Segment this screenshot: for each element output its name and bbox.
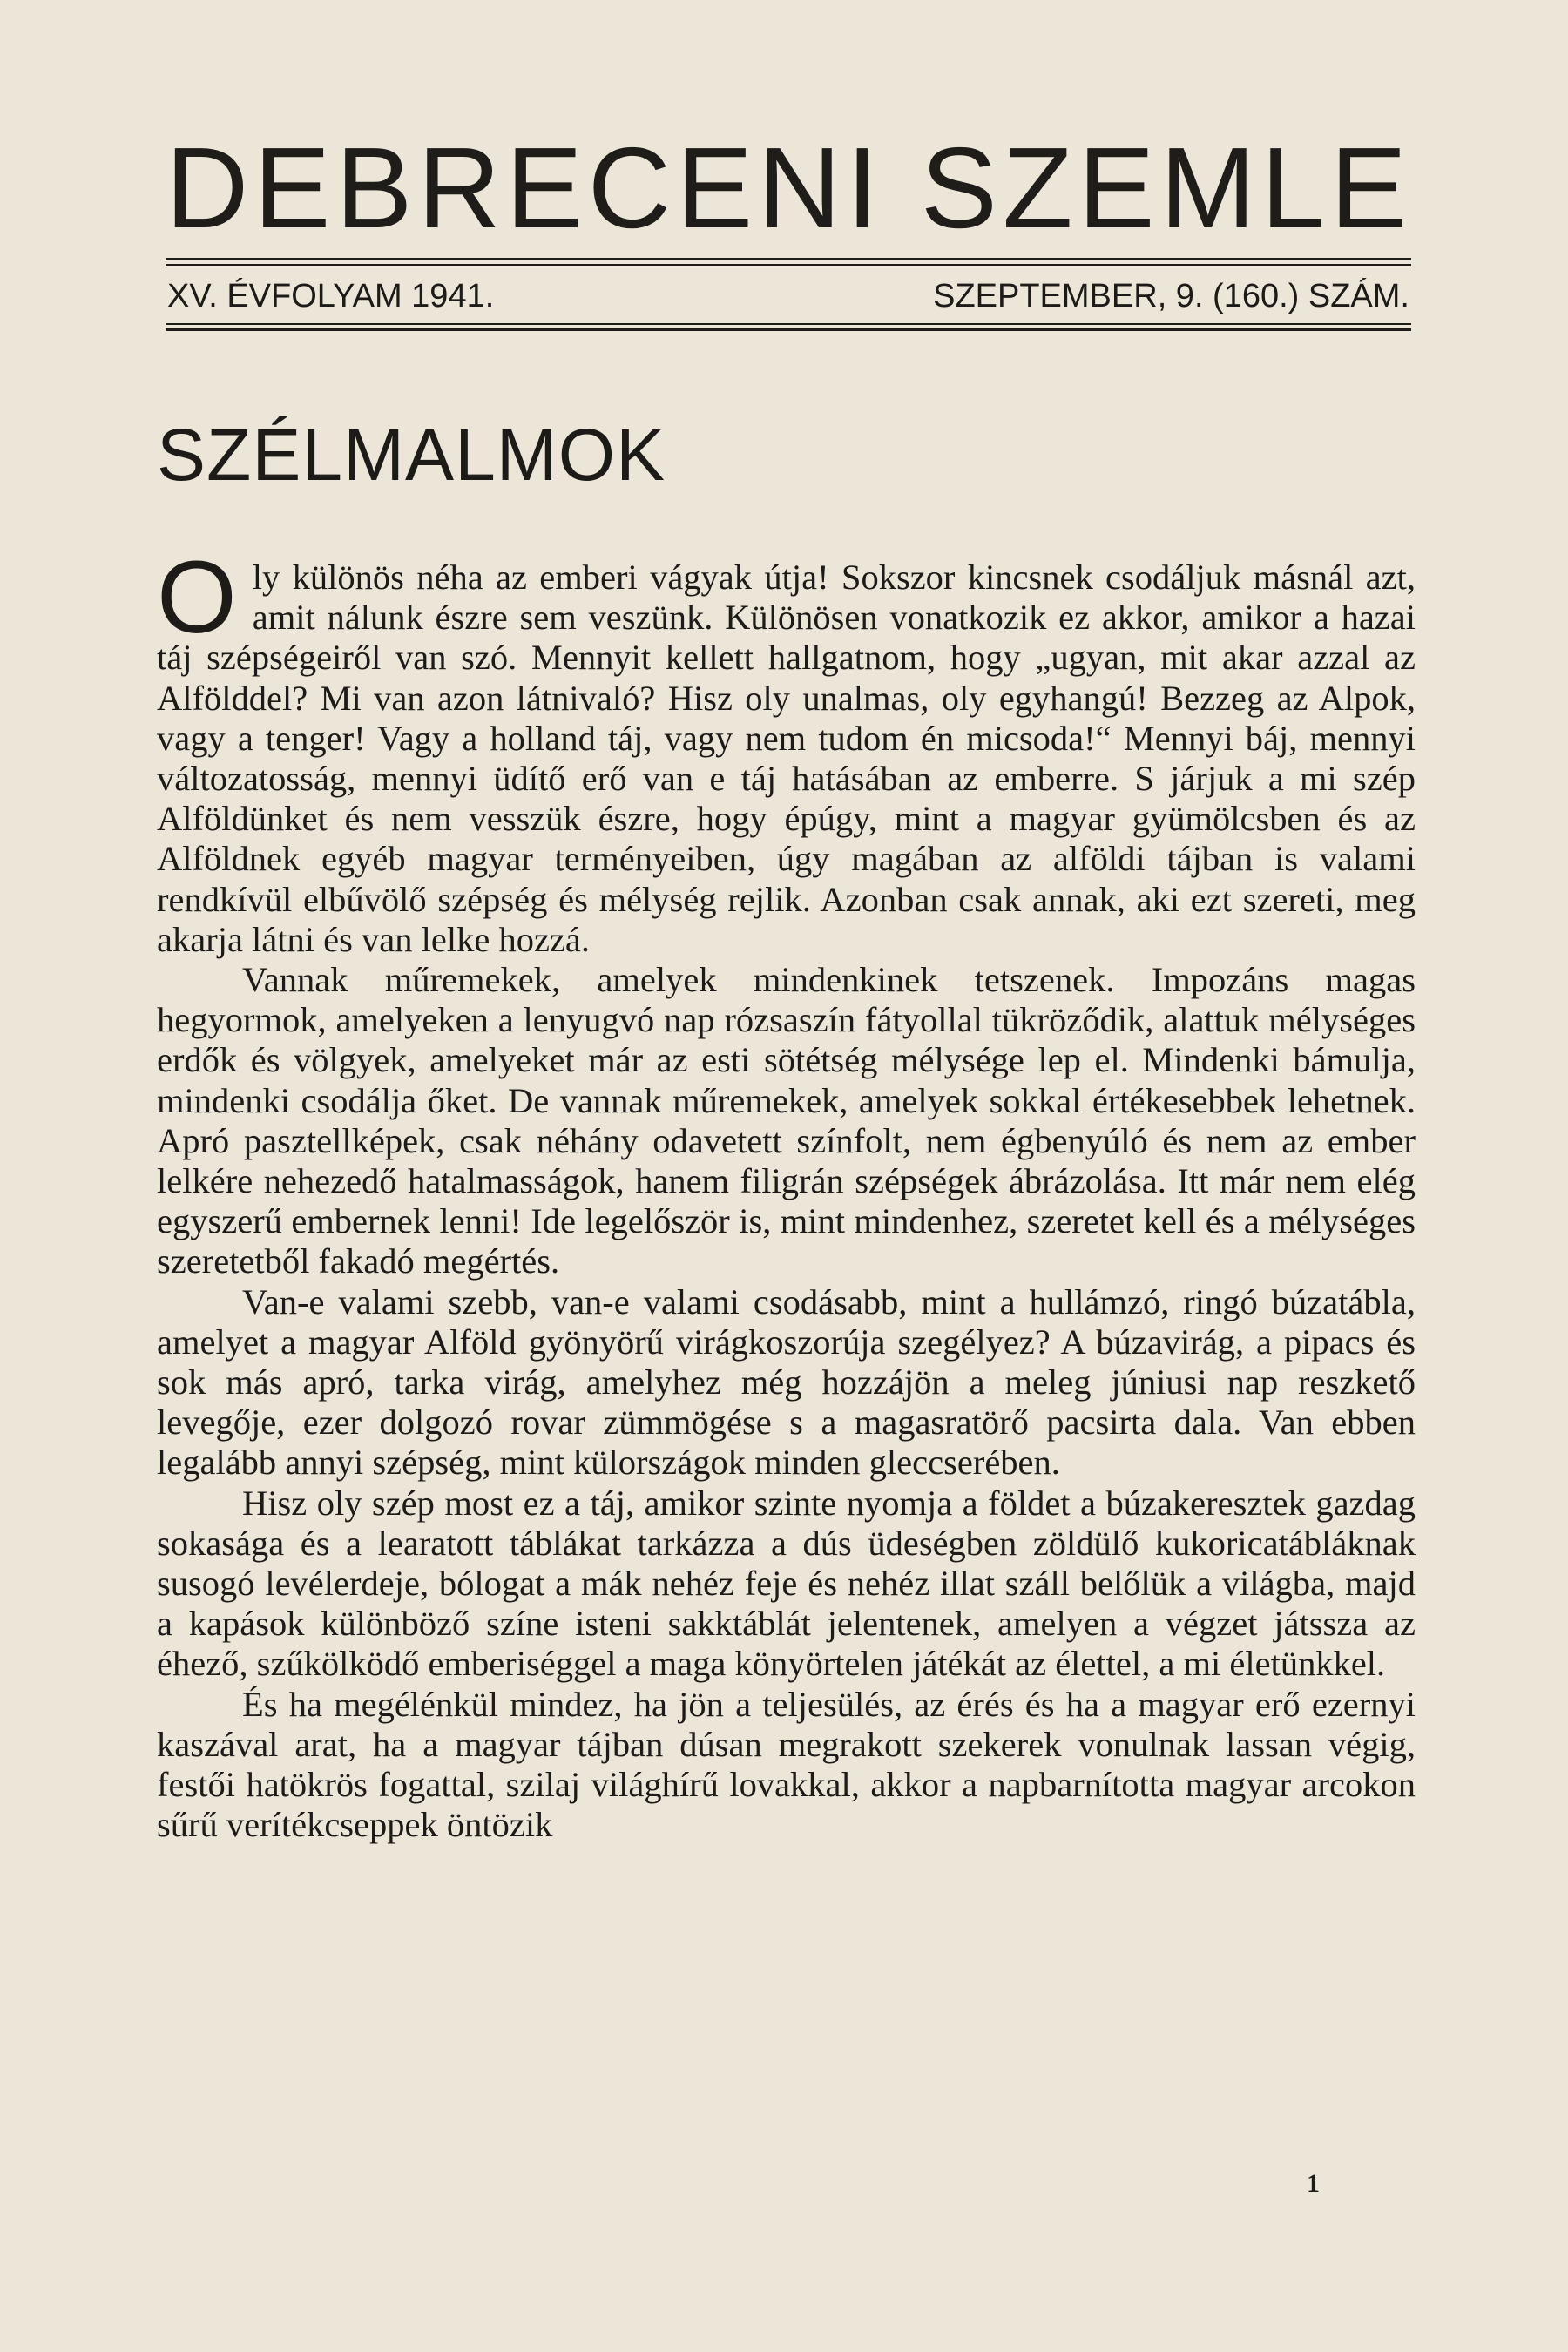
paragraph-1-text: ly különös néha az emberi vágyak útja! Sokszor kincsnek csodáljuk másnál azt, amit nálunk észre sem veszünk. Különösen vonatkozik ez akkor, amikor a hazai táj szépségeiről van szó. Mennyit kellett hallgatnom, hogy „ugyan, mit akar azzal az Alfölddel? Mi van azon látnivaló? Hisz oly unalmas, oly egyhangú! Bezzeg az Alpok, vagy a tenger! Vagy a holland táj, vagy nem tudom én micsoda!“ Mennyi báj, mennyi változatosság, mennyi üdítő erő van e táj hatásában az emberre. S járjuk a mi szép Alföldünket és nem vesszük észre, hogy épúgy, mint a magyar gyümölcsben és az Alföldnek egyéb magyar terményeiben, úgy magában az alföldi tájban is valami rendkívül elbűvölő szépség és mélység rejlik. Azonban csak annak, aki ezt szereti, meg akarja látni és van lelke hozzá.	[157, 558, 1416, 959]
page-number: 1	[1307, 2169, 1320, 2198]
paragraph-3: Van-e valami szebb, van-e valami csodásabb, mint a hullámzó, ringó búzatábla, amelyet a magyar Alföld gyönyörű virágkoszorúja szegélyez? A búzavirág, a pipacs és sok más apró, tarka virág, amelyhez még hozzájön a meleg júniusi nap reszkető levegője, ezer dolgozó rovar zümmögése s a magasratörő pacsirta dala. Van ebben legalább annyi szépség, mint külországok minden gleccserében.	[157, 1281, 1416, 1483]
paragraph-2: Vannak műremekek, amelyek mindenkinek tetszenek. Impozáns magas hegyormok, amelyeken a lenyugvó nap rózsaszín fátyollal tükröződik, alattuk mélységes erdők és völgyek, amelyeket már az esti sötétség mélysége lep el. Mindenki bámulja, mindenki csodálja őket. De vannak műremekek, amelyek sokkal értékesebbek lehetnek. Apró pasztellképek, csak néhány odavetett színfolt, nem égbenyúló és nem az ember lelkére nehezedő hatalmasságok, hanem filigrán szépségek ábrázolása. Itt már nem elég egyszerű embernek lenni! Ide legelőször is, mint mindenhez, szeretet kell és a mélységes szeretetből fakadó megértés.	[157, 960, 1416, 1281]
article-body	[157, 540, 1416, 1846]
masthead-rule-bottom	[166, 328, 1411, 331]
masthead-rule-bottom-thin	[166, 323, 1411, 325]
issue-line	[166, 280, 1411, 313]
journal-title: DEBRECENI SZEMLE	[166, 124, 1412, 252]
paragraph-1	[157, 540, 1416, 960]
masthead-rule-top-thin	[166, 264, 1411, 266]
paragraph-4: Hisz oly szép most ez a táj, amikor szinte nyomja a földet a búzakeresztek gazdag sokasága és a learatott táblákat tarkázza a dús üdeségben zöldülő kukoricatábláknak susogó levélerdeje, bólogat a mák nehéz feje és nehéz illat száll belőlük a világba, majd a kapások különböző színe isteni sakktáblát jelentenek, amelyen a végzet játssza az éhező, szűkölködő emberiséggel a maga könyörtelen játékát az élettel, a mi életünkkel.	[157, 1483, 1416, 1684]
article-title: SZÉLMALMOK	[157, 414, 666, 496]
drop-cap: O	[157, 540, 237, 655]
volume-year: XV. ÉVFOLYAM 1941.	[167, 278, 495, 314]
masthead-rule-top	[166, 258, 1411, 260]
paragraph-5: És ha megélénkül mindez, ha jön a teljesülés, az érés és ha a magyar erő ezernyi kaszával arat, ha a magyar tájban dúsan megrakott szekerek vonulnak lassan végig, festői hatökrös fogattal, szilaj világhírű lovakkal, akkor a napbarnította magyar arcokon sűrű verítékcseppek öntözik	[157, 1684, 1416, 1845]
issue-date-number: SZEPTEMBER, 9. (160.) SZÁM.	[933, 278, 1409, 314]
masthead	[166, 124, 1412, 331]
